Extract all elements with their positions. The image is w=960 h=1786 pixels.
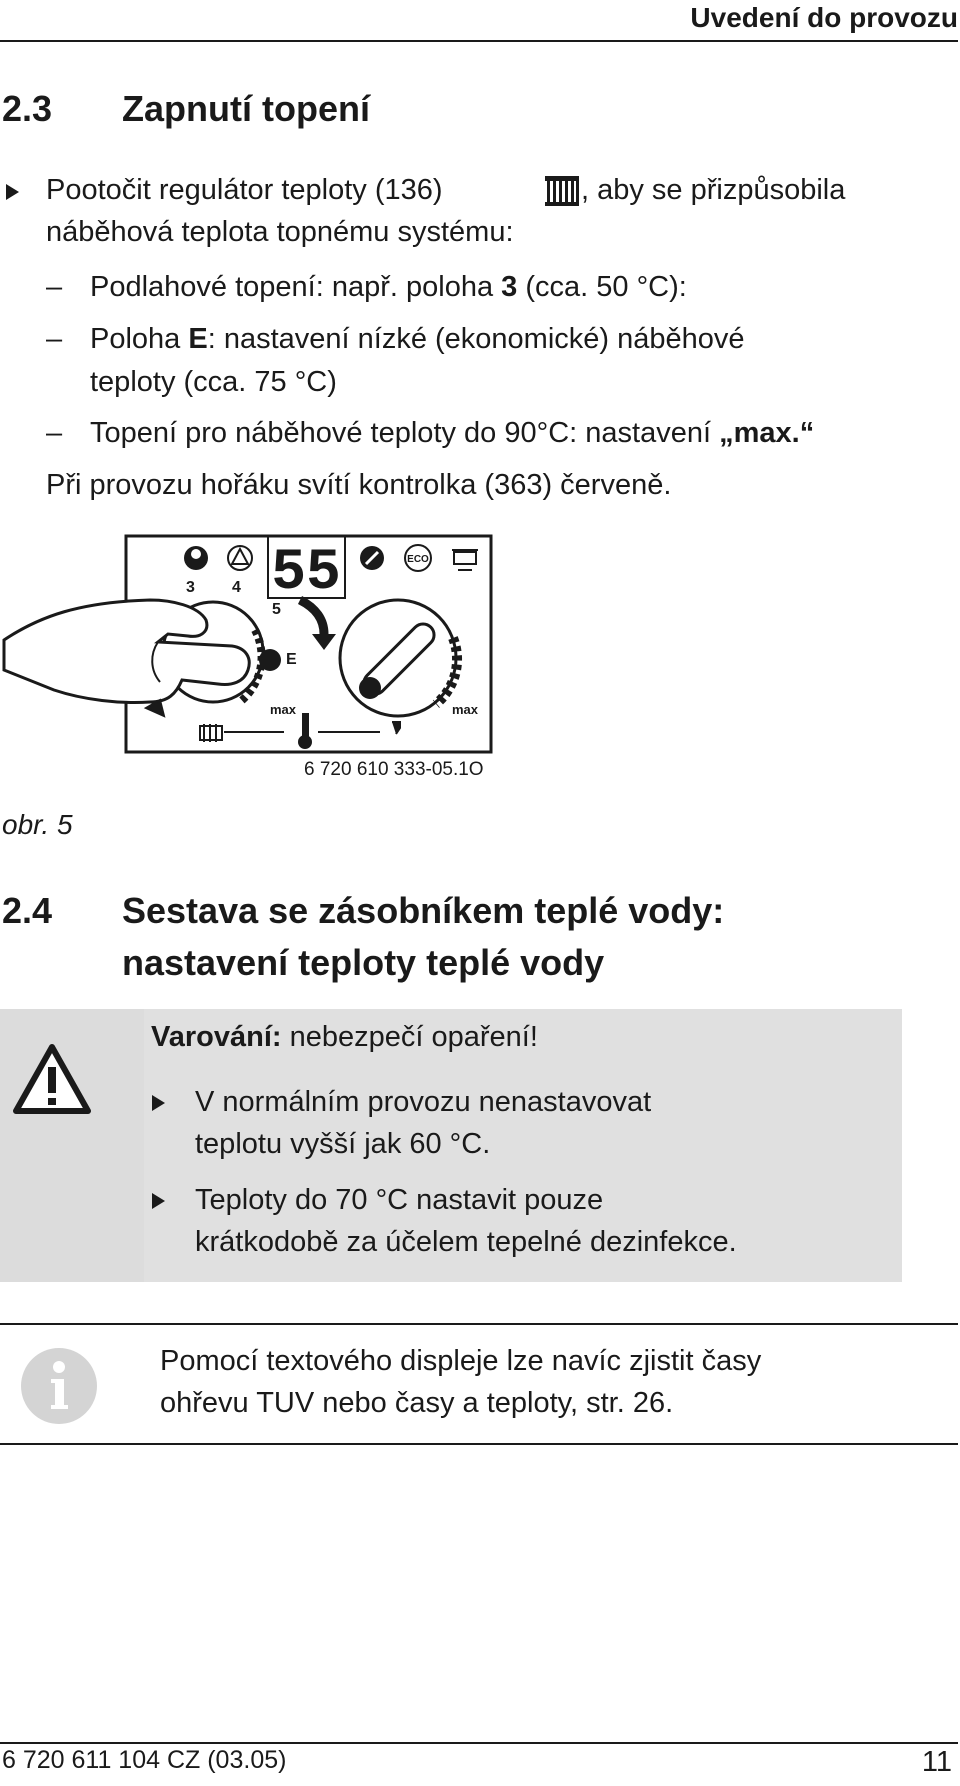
step-line-1 [0,170,960,210]
warning-bullet: Teploty do 70 °C nastavit pouze krátkodobě za účelem tepelné dezinfekce. [195,1184,737,1258]
section-number: 2.3 [2,88,53,129]
dial-label: max [270,702,297,717]
dash-item: – Podlahové topení: např. poloha 3 (cca. 50 °C): [46,271,687,303]
dial-label: max [452,702,479,717]
warning-heading: Varování: nebezpečí opaření! [151,1021,538,1053]
dash-item: – Poloha E: nastavení nízké (ekonomické) náběhové [46,323,745,355]
control-panel-figure [0,530,500,780]
dial-label: 3 [186,579,195,596]
dial-label: E [286,651,297,668]
page-number: 11 [921,1746,952,1778]
warning-bullet: V normálním provozu nenastavovat teplotu vyšší jak 60 °C. [195,1086,652,1160]
section-title-line-2: nastavení teploty teplé vody [122,942,605,983]
dash-item-continuation: teploty (cca. 75 °C) [90,366,337,398]
eco-label: ECO [407,554,429,565]
step-text-2: , aby se přizpůsobila [581,174,846,206]
info-icon [20,1347,98,1425]
step-text-3: náběhová teplota topnému systému: [46,216,514,248]
section-title: Sestava se zásobníkem teplé vody: [122,890,725,931]
section-title: Zapnutí topení [122,88,370,129]
dash-item: – Topení pro náběhové teploty do 90°C: nastavení „max.“ [46,417,815,449]
info-text: Pomocí textového displeje lze navíc zjistit časy ohřevu TUV nebo časy a teploty, str. 26. [160,1345,762,1419]
footer-rule [0,1742,958,1744]
info-rule-bottom [0,1443,958,1445]
header-rule [0,40,958,42]
figure-caption: obr. 5 [2,809,73,840]
bullet-arrow-icon [152,1095,165,1111]
radiator-icon [543,174,581,208]
dial-label: 5 [272,601,281,618]
dial-indicator [259,649,281,671]
warning-box [0,1009,902,1282]
figure-code: 6 720 610 333-05.1O [304,759,484,780]
burner-note: Při provozu hořáku svítí kontrolka (363) červeně. [46,469,672,501]
step-text-1: Pootočit regulátor teploty (136) [46,174,443,206]
warning-triangle-icon [12,1043,92,1115]
running-header: Uvedení do provozu [690,2,958,33]
bullet-arrow-icon [152,1193,165,1209]
document-code: 6 720 611 104 CZ (03.05) [2,1746,287,1774]
display-value: 55 [271,541,341,606]
info-rule-top [0,1323,958,1325]
dial-label: 4 [232,579,241,596]
section-number: 2.4 [2,890,53,931]
bullet-arrow-icon [6,184,19,200]
dial-indicator [359,677,381,699]
